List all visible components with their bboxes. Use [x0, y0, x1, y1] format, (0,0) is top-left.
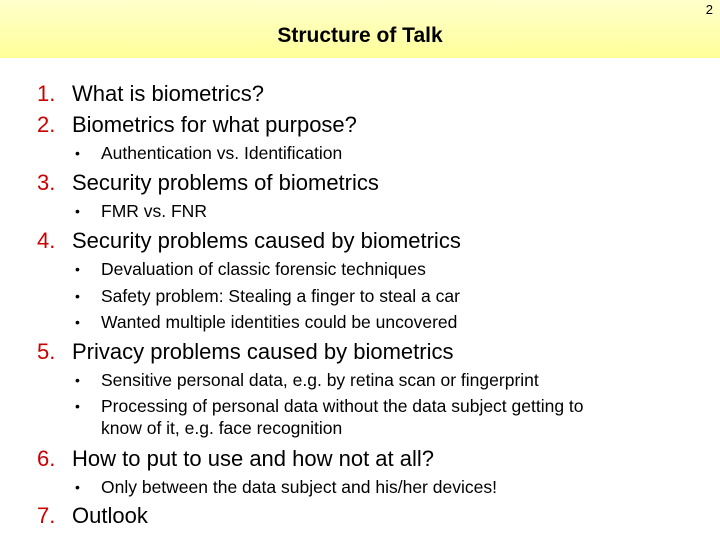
bullet-icon: •	[75, 479, 80, 495]
subitem-text: FMR vs. FNR	[101, 201, 207, 221]
subitem-text: Only between the data subject and his/her devices!	[101, 477, 497, 497]
subitem-text: Authentication vs. Identification	[101, 143, 343, 163]
page-number: 2	[705, 2, 713, 17]
bullet-icon: •	[75, 398, 80, 414]
item-number: 4.	[37, 228, 56, 253]
bullet-icon: •	[75, 261, 80, 277]
item-number: 6.	[37, 446, 56, 471]
item-text: Outlook	[72, 503, 148, 528]
item-number: 5.	[37, 339, 56, 364]
item-text: Security problems caused by biometrics	[72, 228, 461, 253]
item-text: Security problems of biometrics	[72, 170, 379, 195]
subitem-text: know of it, e.g. face recognition	[101, 418, 343, 438]
bullet-icon: •	[75, 314, 80, 330]
bullet-icon: •	[75, 145, 80, 161]
item-text: How to put to use and how not at all?	[72, 446, 435, 471]
item-number: 7.	[37, 503, 56, 528]
bullet-icon: •	[75, 288, 80, 304]
item-text: What is biometrics?	[72, 81, 264, 106]
subitem-text: Wanted multiple identities could be uncovered	[101, 312, 458, 332]
item-number: 3.	[37, 170, 56, 195]
item-number: 1.	[37, 81, 56, 106]
subitem-text: Devaluation of classic forensic techniques	[101, 259, 426, 279]
slide-title: Structure of Talk	[277, 24, 443, 47]
subitem-text: Sensitive personal data, e.g. by retina scan or fingerprint	[101, 370, 539, 390]
bullet-icon: •	[75, 203, 80, 219]
item-text: Privacy problems caused by biometrics	[72, 339, 454, 364]
subitem-text: Safety problem: Stealing a finger to steal a car	[101, 286, 460, 306]
bullet-icon: •	[75, 372, 80, 388]
subitem-text: Processing of personal data without the data subject getting to	[101, 396, 584, 416]
item-number: 2.	[37, 112, 56, 137]
item-text: Biometrics for what purpose?	[72, 112, 357, 137]
